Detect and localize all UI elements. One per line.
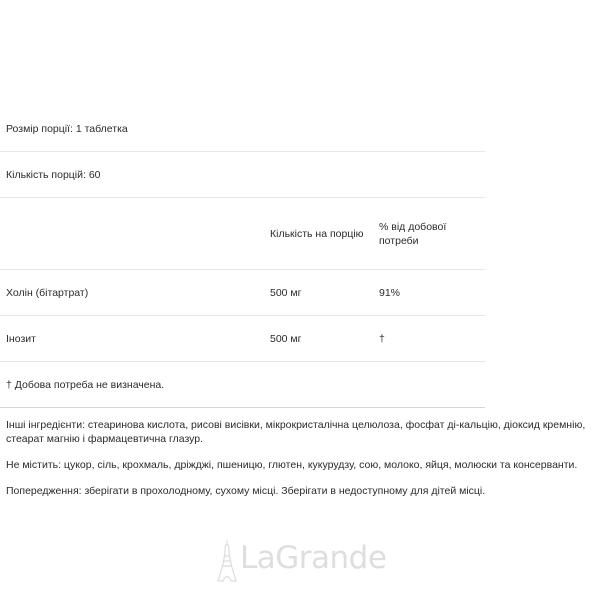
does-not-contain-text: Не містить: цукор, сіль, крохмаль, дріжджі, пшеницю, глютен, кукурудзу, сою, молоко, яйця, молюски та консерванти.: [6, 459, 578, 471]
servings-count-text: Кількість порцій: 60: [6, 169, 101, 181]
footnote-row: [0, 362, 485, 408]
product-notes: [6, 418, 596, 510]
warnings-text: Попередження: зберігати в прохолодному, сухому місці. Зберігати в недоступному для дітей місці.: [6, 485, 486, 497]
serving-size-text: Розмір порції: 1 таблетка: [6, 123, 128, 135]
other-ingredients-text: Інші інгредієнти: стеаринова кислота, рисові висівки, мікрокристалічна целюлоза, фосфат ді-кальцію, діоксид кремнію, стеарат магнію і фармацевтична глазур.: [6, 419, 586, 445]
watermark-logo: [216, 536, 391, 586]
watermark-text: LaGrande: [240, 540, 387, 576]
table-row: [0, 270, 485, 316]
nutrient-amount: 500 мг: [270, 333, 302, 345]
nutrient-daily-value: †: [379, 333, 385, 345]
eiffel-tower-icon: [216, 540, 238, 582]
daily-value-header: % від добової потреби: [379, 221, 447, 247]
nutrient-name: Холін (бітартрат): [6, 287, 89, 299]
servings-per-container-row: [0, 152, 485, 198]
table-header-row: [0, 198, 485, 270]
nutrient-amount: 500 мг: [270, 287, 302, 299]
supplement-facts-table: [0, 106, 485, 408]
serving-size-row: [0, 106, 485, 152]
nutrient-name: Інозит: [6, 333, 36, 345]
amount-per-serving-header: Кількість на порцію: [270, 228, 364, 240]
table-row: [0, 316, 485, 362]
footnote-text: † Добова потреба не визначена.: [6, 379, 165, 391]
nutrient-daily-value: 91%: [379, 287, 401, 299]
